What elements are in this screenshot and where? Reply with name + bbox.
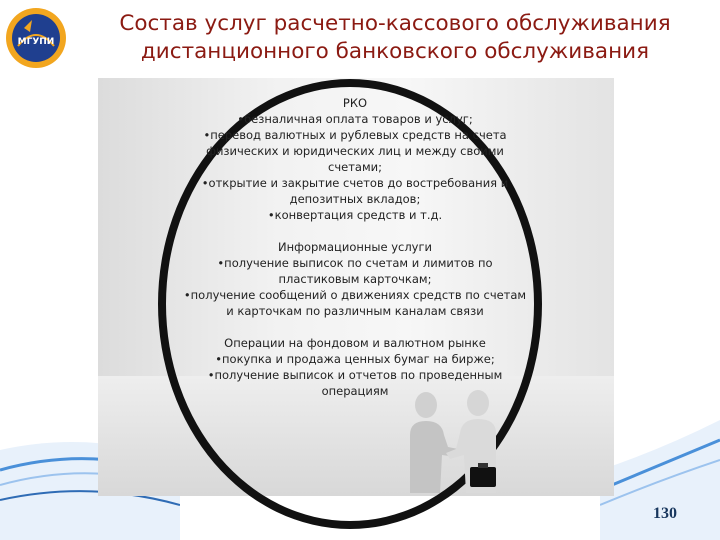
handshake-icon bbox=[398, 383, 508, 495]
list-item: физических и юридических лиц и между своими bbox=[206, 144, 504, 158]
logo-text: МГУПИ bbox=[17, 37, 55, 47]
mgupi-logo bbox=[4, 6, 68, 70]
list-item: •безналичная оплата товаров и услуг; bbox=[237, 112, 473, 126]
list-item: •покупка и продажа ценных бумаг на бирже; bbox=[215, 352, 495, 366]
list-item: •конвертация средств и т.д. bbox=[267, 208, 443, 222]
title-line-1: Состав услуг расчетно-кассового обслуживания bbox=[119, 11, 671, 36]
services-text bbox=[180, 95, 530, 399]
list-item: депозитных вкладов; bbox=[289, 192, 421, 206]
section-heading: Операции на фондовом и валютном рынке bbox=[224, 336, 486, 350]
page-number: 130 bbox=[653, 505, 677, 522]
list-item: •получение сообщений о движениях средств по счетам bbox=[183, 288, 527, 302]
list-item: •открытие и закрытие счетов до востребования и bbox=[201, 176, 509, 190]
title-line-2: дистанционного банковского обслуживания bbox=[140, 39, 650, 64]
slide-title bbox=[75, 10, 715, 66]
list-item: и карточкам по различным каналам связи bbox=[226, 304, 484, 318]
section-heading: Информационные услуги bbox=[278, 240, 432, 254]
section-heading: РКО bbox=[342, 96, 368, 110]
list-item: •перевод валютных и рублевых средств на счета bbox=[203, 128, 507, 142]
list-item: счетами; bbox=[328, 160, 382, 174]
list-item: пластиковым карточкам; bbox=[278, 272, 432, 286]
list-item: •получение выписок и отчетов по проведенным bbox=[207, 368, 503, 382]
section-info bbox=[180, 239, 530, 319]
section-rko bbox=[180, 95, 530, 223]
list-item: •получение выписок по счетам и лимитов по bbox=[217, 256, 493, 270]
list-item: операциям bbox=[321, 384, 389, 398]
